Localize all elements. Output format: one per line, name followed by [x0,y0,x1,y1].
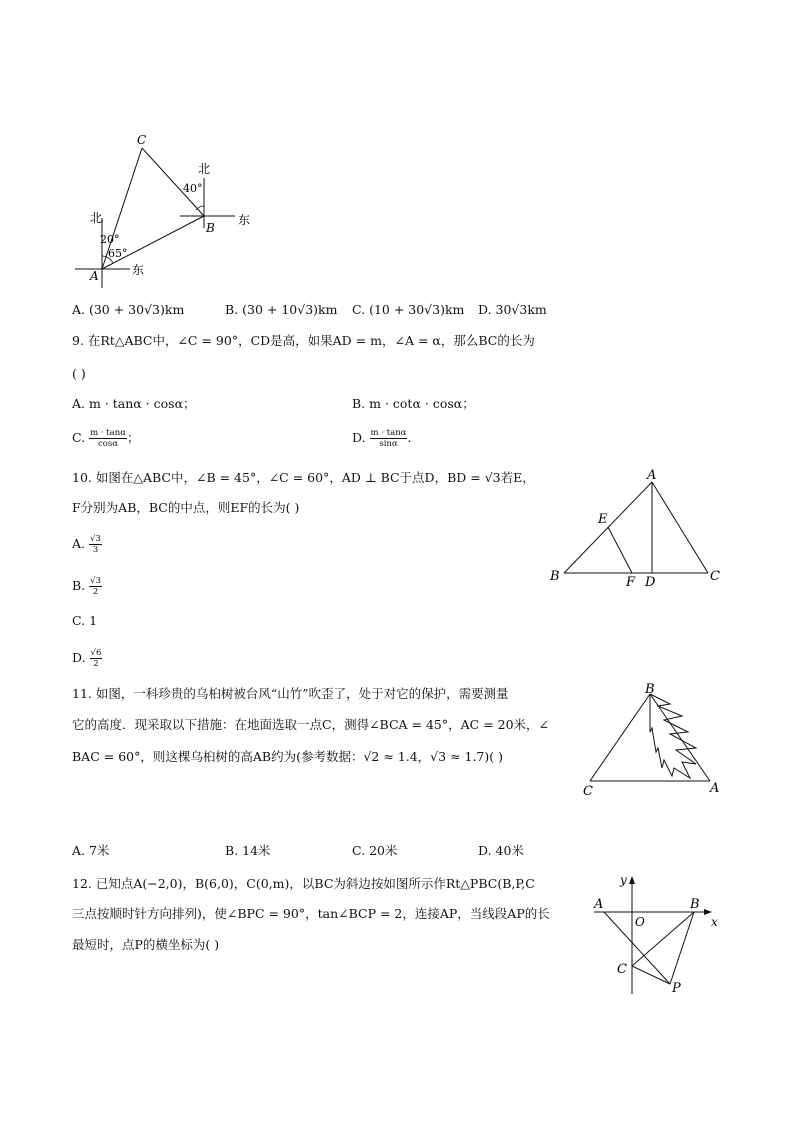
q11-tree-outline [650,694,696,778]
q8-label-65: 65° [108,247,128,260]
q10-option-b-prefix: B. [72,578,86,593]
q8-figure [70,128,260,293]
q9-option-b: B. m · cotα · cosα； [352,396,475,411]
q10-option-d-den: 2 [93,659,99,669]
q12-line3: 最短时，点P的横坐标为( ) [72,937,220,952]
q9-option-a: A. m · tanα · cosα； [72,396,196,411]
q10-option-b-num: √3 [90,576,101,586]
q9-option-c [72,428,139,449]
q10-line2: F分别为AB，BC的中点，则EF的长为( ) [72,500,300,515]
q11-option-b: B. 14米 [225,843,271,858]
q11-label-c: C [583,784,593,799]
q9-option-d [352,428,411,449]
q11-option-c: C. 20米 [352,843,398,858]
q8-label-east-a: 东 [132,263,145,277]
q11-figure [578,682,728,802]
q8-label-40: 40° [183,182,203,195]
q12-label-b: B [690,897,700,912]
q12-line-cp [632,966,670,984]
q12-label-x: x [711,915,718,929]
q12-label-y: y [620,873,627,887]
q12-line1: 12. 已知点A(−2,0)，B(6,0)，C(0,m)，以BC为斜边按如图所示作Rt△PBC(B,P,C [72,876,535,891]
q11-option-d: D. 40米 [478,843,524,858]
q8-label-b: B [206,221,215,235]
q8-label-c: C [137,133,147,147]
q12-label-c: C [617,962,627,977]
q10-label-a: A [647,468,657,483]
q10-option-b-fraction [89,576,102,597]
q10-figure [540,466,730,592]
q8-option-b: B. (30 + 10√3)km [225,302,338,317]
q10-option-a-fraction [89,534,102,555]
q8-label-north-b: 北 [198,162,211,176]
q11-line-cb [590,694,650,781]
q8-label-a: A [90,269,99,283]
q9-option-d-den: sinα [379,439,398,449]
q11-label-a: A [710,781,720,796]
q9-paren: ( ) [72,366,86,381]
q8-option-d: D. 30√3km [478,302,547,317]
q12-figure [586,870,726,998]
q10-option-a-den: 3 [92,545,99,555]
q10-option-a-num: √3 [90,534,101,544]
q9-option-d-num: m · tanα [370,428,407,438]
q11-line-ba [650,694,710,781]
q9-option-c-fraction [89,428,127,449]
q10-label-e: E [598,512,608,527]
q10-option-d-prefix: D. [72,650,86,665]
q12-line2: 三点按顺时针方向排列)，使∠BPC = 90°，tan∠BCP = 2，连接AP，当线段AP的长 [72,906,550,921]
q8-option-a: A. (30 + 30√3)km [72,302,185,317]
q11-label-b: B [645,682,655,697]
q10-line-ac [652,482,708,573]
q10-option-d-fraction [90,648,103,669]
q11-line3: BAC = 60°，则这棵乌桕树的高AB约为(参考数据：√2 ≈ 1.4，√3 ≈ 1.7)( ) [72,749,503,764]
q12-label-p: P [672,981,681,996]
q9-option-d-suffix: . [407,430,412,445]
q12-label-o: O [635,915,645,929]
q9-option-d-fraction [370,428,408,449]
q9-option-c-prefix: C. [72,430,86,445]
q10-label-b: B [550,569,560,584]
q11-line1: 11. 如图，一科珍贵的乌桕树被台风“山竹”吹歪了，处于对它的保护，需要测量 [72,686,509,701]
q9-stem: 9. 在Rt△ABC中，∠C = 90°，CD是高，如果AD = m，∠A = α，那么BC的长为 [72,333,535,348]
q8-option-c: C. (10 + 30√3)km [352,302,465,317]
q11-option-a: A. 7米 [72,843,110,858]
q9-option-c-den: cosα [98,439,118,449]
q12-y-arrow [629,876,635,884]
q9-option-c-num: m · tanα [90,428,126,438]
q10-option-a [72,534,102,555]
q10-option-b [72,576,102,597]
q10-option-d [72,648,102,669]
q10-option-c: C. 1 [72,613,98,628]
q10-option-d-num: √6 [90,648,102,658]
q12-label-a: A [594,897,604,912]
q9-option-c-suffix: ； [126,430,140,445]
q10-label-d: D [645,575,656,590]
q10-label-f: F [626,575,636,590]
q10-option-a-prefix: A. [72,536,86,551]
q8-label-east-b: 东 [238,213,251,227]
q8-label-north-a: 北 [90,211,103,225]
q10-line-ef [608,527,632,573]
q10-label-c: C [710,569,720,584]
q8-label-20: 20° [100,233,120,246]
q9-option-d-prefix: D. [352,430,366,445]
q11-line2: 它的高度．现采取以下措施：在地面选取一点C，测得∠BCA = 45°，AC = 20米，∠ [72,717,550,732]
q10-option-b-den: 2 [92,587,99,597]
q10-line1: 10. 如图在△ABC中，∠B = 45°，∠C = 60°，AD ⊥ BC于点D，BD = √3若E， [72,470,535,485]
